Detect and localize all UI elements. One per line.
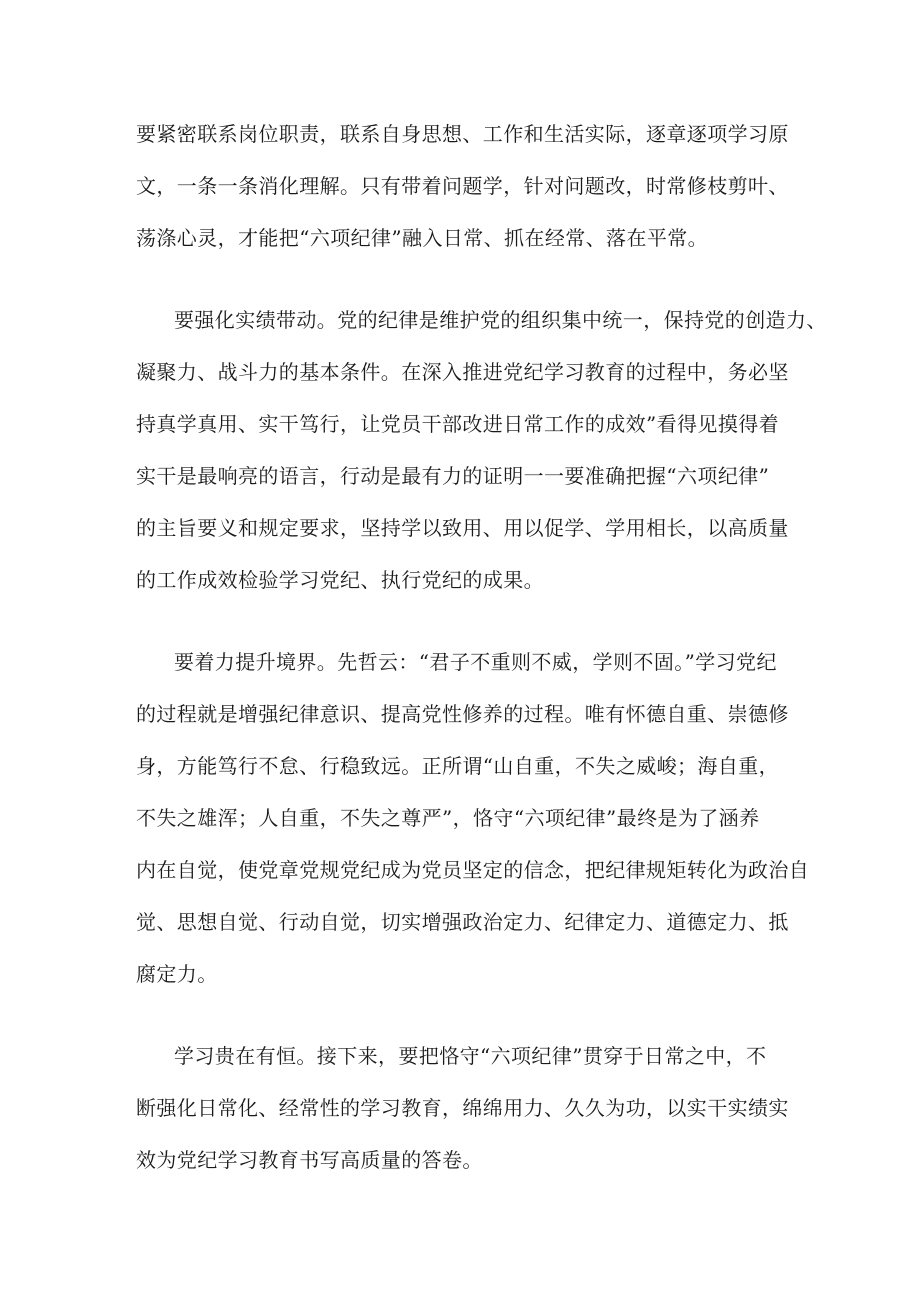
p4-line-1: 学习贵在有恒。接下来，要把恪守“六项纪律”贯穿于日常之中，不 (174, 1044, 767, 1068)
p4-line-3: 效为党纪学习教育书写高质量的答卷。 (136, 1148, 483, 1172)
p3-line-6: 觉、思想自觉、行动自觉，切实增强政治定力、纪律定力、道德定力、抵 (136, 910, 789, 934)
p3-line-5: 内在自觉，使党章党规党纪成为党员坚定的信念，把纪律规矩转化为政治自 (136, 858, 810, 882)
p3-line-2: 的过程就是增强纪律意识、提高党性修养的过程。唯有怀德自重、崇德修 (136, 702, 789, 726)
p3-line-3: 身，方能笃行不怠、行稳致远。正所谓“山自重，不失之威峻；海自重， (136, 754, 780, 778)
p2-line-6: 的工作成效检验学习党纪、执行党纪的成果。 (136, 568, 544, 592)
p2-line-4: 实干是最响亮的语言，行动是最有力的证明一一要准确把握“六项纪律” (136, 464, 770, 488)
p2-line-2: 凝聚力、战斗力的基本条件。在深入推进党纪学习教育的过程中，务必坚 (136, 360, 789, 384)
p2-line-3: 持真学真用、实干笃行，让党员干部改进日常工作的成效”看得见摸得着 (136, 412, 780, 436)
p3-line-4: 不失之雄浑；人自重，不失之尊严”，恪守“六项纪律”最终是为了涵养 (136, 806, 760, 830)
p1-line-3: 荡涤心灵，才能把“六项纪律”融入日常、抓在经常、落在平常。 (136, 226, 709, 250)
p2-line-5: 的主旨要义和规定要求，坚持学以致用、用以促学、学用相长，以高质量 (136, 516, 789, 540)
p4-line-2: 断强化日常化、经常性的学习教育，绵绵用力、久久为功，以实干实绩实 (136, 1096, 789, 1120)
p1-line-1: 要紧密联系岗位职责，联系自身思想、工作和生活实际，逐章逐项学习原 (136, 122, 789, 146)
p1-line-2: 文，一条一条消化理解。只有带着问题学，针对问题改，时常修枝剪叶、 (136, 174, 789, 198)
p3-line-7: 腐定力。 (136, 962, 218, 986)
p2-line-1: 要强化实绩带动。党的纪律是维护党的组织集中统一，保持党的创造力、 (174, 308, 827, 332)
p3-line-1: 要着力提升境界。先哲云：“君子不重则不威，学则不固。”学习党纪 (174, 650, 777, 674)
